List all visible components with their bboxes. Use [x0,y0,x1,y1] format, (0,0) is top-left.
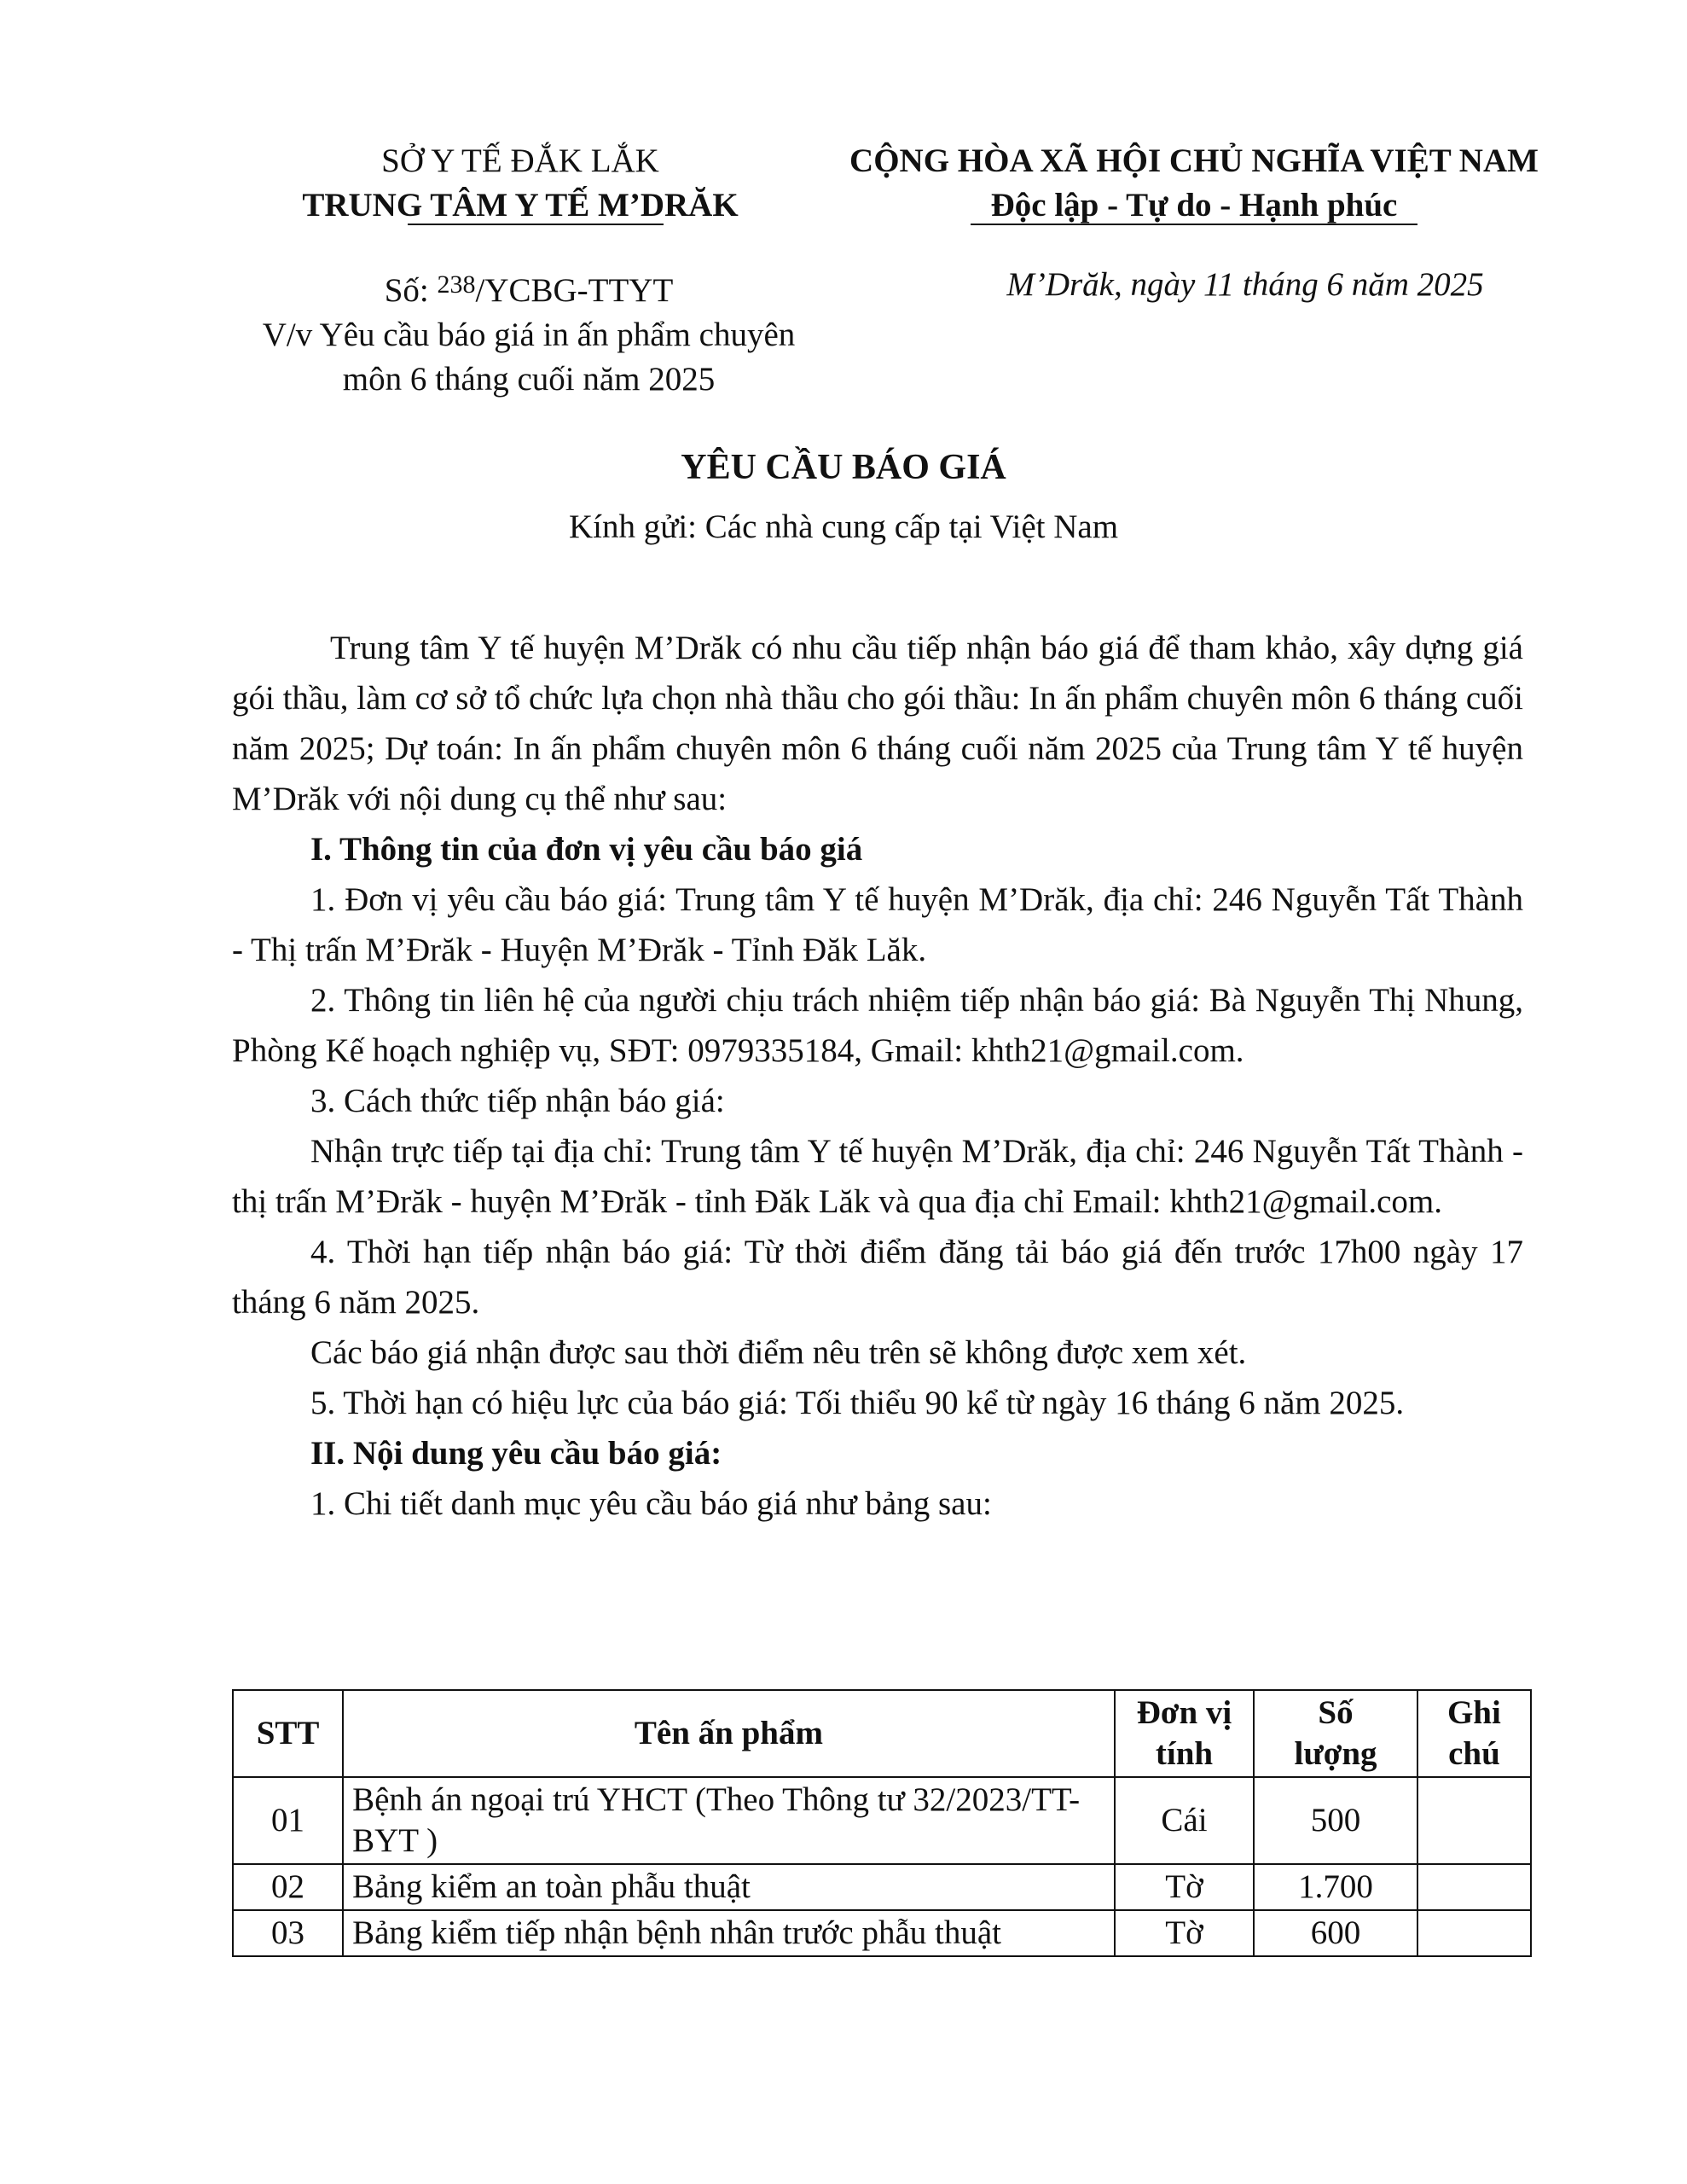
document-number-value: 238 [437,270,476,299]
row-unit: Tờ [1115,1864,1254,1910]
subject-line-2: môn 6 tháng cuối năm 2025 [342,361,716,398]
row-name: Bảng kiểm an toàn phẫu thuật [343,1864,1115,1910]
item-3: 3. Cách thức tiếp nhận báo giá: [310,1083,725,1119]
item-2: 2. Thông tin liên hệ của người chịu trách nhiệm tiếp nhận báo giá: Bà Nguyễn Thị Nhung, Phòng Kế hoạch nghiệp vụ, SĐT: 0979335184, Gmail: khth21@gmail.com. [232,982,1523,1069]
section-heading-2: II. Nội dung yêu cầu báo giá: [310,1435,722,1472]
row-unit: Tờ [1115,1910,1254,1956]
row-name: Bệnh án ngoại trú YHCT (Theo Thông tư 32/2023/TT-BYT ) [343,1777,1115,1864]
row-qty: 500 [1254,1777,1417,1864]
row-stt: 03 [233,1910,343,1956]
table-row [233,1864,1531,1910]
reference-block [213,263,844,402]
recipient-line: Kính gửi: Các nhà cung cấp tại Việt Nam [568,508,1119,545]
document-number: Số: $^{238}$/YCBG-TTYT [384,270,674,309]
agency-parent: SỞ Y TẾ ĐẮK LẮK [381,142,659,179]
row-unit: Cái [1115,1777,1254,1864]
row-qty: 600 [1254,1910,1417,1956]
intro-paragraph: Trung tâm Y tế huyện M’Drăk có nhu cầu tiếp nhận báo giá để tham khảo, xây dựng giá gói thầu, làm cơ sở tổ chức lựa chọn nhà thầu cho gói thầu: In ấn phẩm chuyên môn 6 tháng cuối năm 2025; Dự toán: In ấn phẩm chuyên môn 6 tháng cuối năm 2025 của Trung tâm Y tế huyện M’Drăk với nội dung cụ thể như sau: [232,630,1523,817]
row-name: Bảng kiểm tiếp nhận bệnh nhân trước phẫu thuật [343,1910,1115,1956]
item-5: 5. Thời hạn có hiệu lực của báo giá: Tối thiểu 90 kể từ ngày 16 tháng 6 năm 2025. [310,1385,1405,1421]
item-4-note: Các báo giá nhận được sau thời điểm nêu trên sẽ không được xem xét. [310,1334,1247,1371]
table-row [233,1910,1531,1956]
national-header [836,139,1552,228]
item-3-detail: Nhận trực tiếp tại địa chỉ: Trung tâm Y tế huyện M’Drăk, địa chỉ: 246 Nguyễn Tất Thành - thị trấn M’Đrăk - huyện M’Đrăk - tỉnh Đăk Lăk và qua địa chỉ Email: khth21@gmail.com. [232,1133,1523,1220]
item-6: 1. Chi tiết danh mục yêu cầu báo giá như bảng sau: [310,1485,992,1522]
document-title: YÊU CẦU BÁO GIÁ [681,448,1006,487]
item-4: 4. Thời hạn tiếp nhận báo giá: Từ thời điểm đăng tải báo giá đến trước 17h00 ngày 17 tháng 6 năm 2025. [232,1234,1523,1321]
row-stt: 02 [233,1864,343,1910]
motto-underline [971,224,1417,225]
items-table [232,1689,1532,1957]
row-stt: 01 [233,1777,343,1864]
header-note: Ghi chú [1417,1690,1531,1777]
header-unit: Đơn vị tính [1115,1690,1254,1777]
section-heading-1: I. Thông tin của đơn vị yêu cầu báo giá [310,831,863,868]
subject-line-1: V/v Yêu cầu báo giá in ấn phẩm chuyên [262,317,796,353]
table-row [233,1777,1531,1864]
header-qty: Số lượng [1254,1690,1417,1777]
row-note [1417,1864,1531,1910]
row-note [1417,1777,1531,1864]
agency-underline [408,224,664,225]
place-date: M’Drăk, ngày 11 tháng 6 năm 2025 [1006,266,1484,303]
item-1: 1. Đơn vị yêu cầu báo giá: Trung tâm Y tế huyện M’Drăk, địa chỉ: 246 Nguyễn Tất Thành - Thị trấn M’Đrăk - Huyện M’Đrăk - Tỉnh Đăk Lăk. [232,881,1523,968]
row-note [1417,1910,1531,1956]
header-name: Tên ấn phẩm [343,1690,1115,1777]
national-title: CỘNG HÒA XÃ HỘI CHỦ NGHĨA VIỆT NAM [849,142,1539,179]
document-body [232,623,1523,1529]
agency-header [230,139,810,228]
header-stt: STT [233,1690,343,1777]
table-header-row [233,1690,1531,1777]
agency-name: TRUNG TÂM Y TẾ M’DRĂK [302,187,739,224]
national-motto: Độc lập - Tự do - Hạnh phúc [990,187,1398,224]
row-qty: 1.700 [1254,1864,1417,1910]
